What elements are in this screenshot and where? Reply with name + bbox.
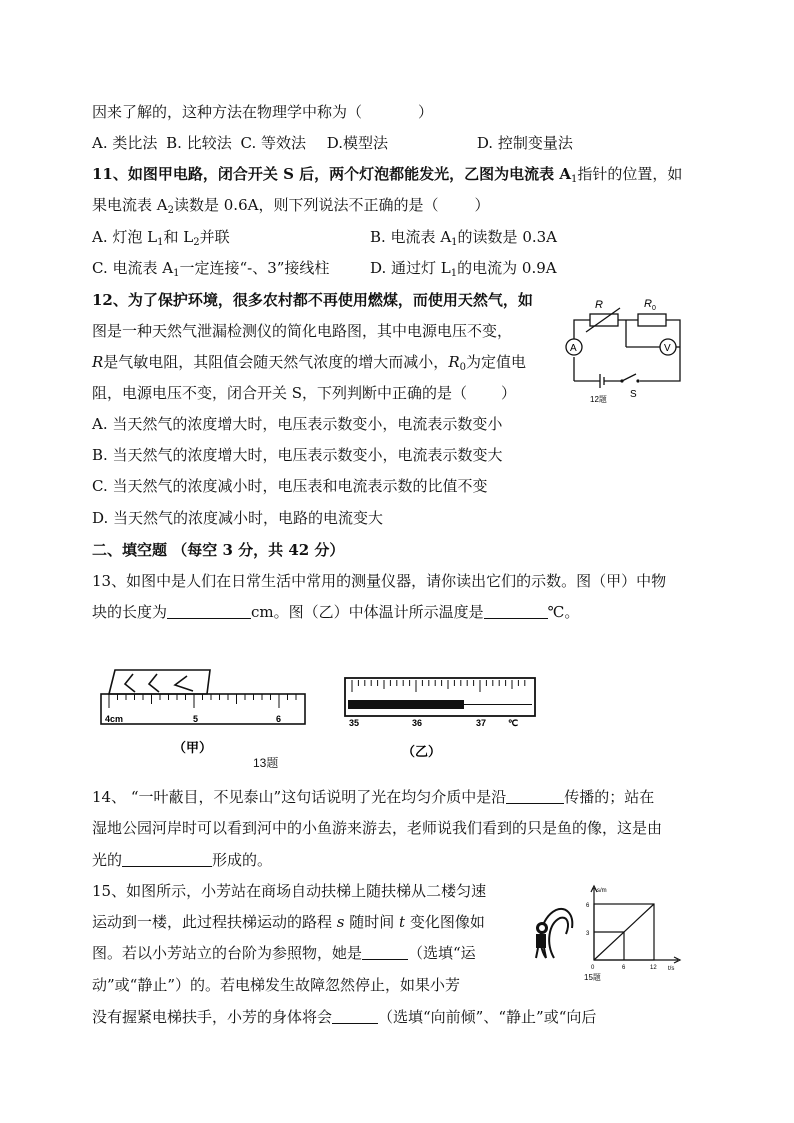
thermo-tick-unit: ℃ bbox=[508, 718, 519, 728]
q14-stem-line2: 湿地公园河岸时可以看到河中的小鱼游来游去，老师说我们看到的只是鱼的像，这是由 bbox=[92, 819, 663, 837]
q10-option-c: C. 等效法 bbox=[240, 134, 306, 152]
q12-fig-label-r0-sub: 0 bbox=[652, 305, 656, 312]
q15-blank-1 bbox=[362, 945, 408, 960]
q12-fig-switch-label: S bbox=[630, 389, 637, 400]
q13-stem-line1: 13、如图中是人们在日常生活中常用的测量仪器，请你读出它们的示数。图（甲）中物 bbox=[92, 572, 667, 590]
q13-fig-caption: 13题 bbox=[253, 756, 279, 770]
q13-blank-temperature bbox=[484, 604, 548, 619]
q13-ruler-figure bbox=[95, 660, 315, 765]
graph-ytick-6: 6 bbox=[586, 903, 590, 909]
q12-stem-line1: 12、为了保护环境，很多农村都不再使用燃煤，而使用天然气，如 bbox=[92, 291, 533, 309]
q12-fig-voltmeter: V bbox=[664, 343, 671, 354]
q12-option-a: A. 当天然气的浓度增大时，电压表示数变小，电流表示数变小 bbox=[92, 415, 503, 433]
q11-stem-line1: 11、如图甲电路，闭合开关 S 后，两个灯泡都能发光，乙图为电流表 $A_1$指针的位置，如 bbox=[92, 165, 683, 185]
q12-option-d: D. 当天然气的浓度减小时，电路的电流变大 bbox=[92, 509, 384, 527]
q11-option-d: D. 通过灯 $L_1$的电流为 0.9A bbox=[370, 259, 557, 279]
graph-caption: 15题 bbox=[584, 973, 601, 982]
q15-stem-line3: 图。若以小芳站立的台阶为参照物，她是 （选填“运 bbox=[92, 944, 476, 962]
q10-option-d: D.模型法 bbox=[326, 134, 389, 152]
q12-fig-label-r: R bbox=[595, 299, 603, 311]
q12-circuit-diagram bbox=[560, 290, 690, 405]
q10-stem-tail: 因来了解的，这种方法在物理学中称为（ ） bbox=[92, 103, 434, 121]
q12-stem-line2: 图是一种天然气泄漏检测仪的简化电路图，其中电源电压不变， bbox=[92, 322, 513, 340]
q11-stem-line2: 果电流表 $A_2$读数是 0.6A，则下列说法不正确的是（ ） bbox=[92, 196, 490, 216]
thermo-tick-35: 35 bbox=[349, 718, 360, 728]
q11-options-cd bbox=[92, 258, 557, 279]
q12-fig-caption: 12题 bbox=[590, 395, 607, 404]
thermo-tick-36: 36 bbox=[412, 718, 423, 728]
q10-option-a: A. 类比法 bbox=[92, 134, 158, 152]
q15-stem-line1: 15、如图所示，小芳站在商场自动扶梯上随扶梯从二楼匀速 bbox=[92, 882, 487, 900]
q11-option-b: B. 电流表 $A_1$的读数是 0.3A bbox=[370, 228, 558, 248]
q14-blank-1 bbox=[506, 789, 564, 804]
q15-stem-line5: 没有握紧电梯扶手，小芳的身体将会 （选填“向前倾”、“静止”或“向后 bbox=[92, 1008, 597, 1026]
q14-stem-line1: 14、 “一叶蔽目，不见泰山”这句话说明了光在均匀介质中是沿 传播的；站在 bbox=[92, 788, 655, 806]
ruler-caption: （甲） bbox=[173, 740, 213, 755]
q15-st-graph bbox=[582, 882, 682, 982]
q12-option-c: C. 当天然气的浓度减小时，电压表和电流表示数的比值不变 bbox=[92, 477, 488, 495]
escalator-illustration bbox=[526, 888, 586, 963]
q12-fig-label-r0: R bbox=[644, 298, 652, 310]
q11-option-c: C. 电流表 $A_1$一定连接“-、3”接线柱 bbox=[92, 259, 330, 279]
q15-stem-line2: 运动到一楼，此过程扶梯运动的路程 s 随时间 t 变化图像如 bbox=[92, 913, 485, 931]
q10-option-b: B. 比较法 bbox=[166, 134, 232, 152]
q13-thermometer-figure bbox=[340, 670, 540, 765]
q11-option-a: A. 灯泡 $L_1$和 $L_2$并联 bbox=[92, 228, 230, 248]
q14-stem-line3: 光的 形成的。 bbox=[92, 851, 273, 869]
section-title: 二、填空题 （每空 3 分，共 42 分） bbox=[92, 541, 345, 559]
q12-stem-line3: R是气敏电阻，其阻值会随天然气浓度的增大而减小，$R_0$为定值电 bbox=[92, 353, 526, 373]
q11-options-ab bbox=[92, 227, 558, 248]
thermo-tick-37: 37 bbox=[476, 718, 487, 728]
graph-xtick-6: 6 bbox=[622, 965, 626, 971]
ruler-tick-4cm: 4cm bbox=[105, 714, 124, 724]
graph-xlabel: t/s bbox=[668, 966, 675, 972]
graph-xtick-12: 12 bbox=[650, 965, 657, 971]
q12-fig-ammeter: A bbox=[570, 343, 577, 354]
q12-stem-line4: 阻，电源电压不变，闭合开关 S，下列判断中正确的是（ ） bbox=[92, 384, 517, 402]
ruler-tick-6: 6 bbox=[276, 714, 282, 724]
q14-blank-2 bbox=[122, 852, 212, 867]
q10-options bbox=[92, 133, 573, 153]
graph-ylabel: s/m bbox=[597, 888, 607, 894]
thermo-caption: （乙） bbox=[402, 744, 442, 759]
q12-option-b: B. 当天然气的浓度增大时，电压表示数变小，电流表示数变大 bbox=[92, 446, 503, 464]
q10-option-e: D. 控制变量法 bbox=[476, 134, 573, 152]
graph-xtick-0: 0 bbox=[591, 965, 595, 971]
q13-blank-length bbox=[167, 604, 251, 619]
q13-stem-line2: 块的长度为 cm。图（乙）中体温计所示温度是 ℃。 bbox=[92, 603, 580, 621]
graph-ytick-3: 3 bbox=[586, 931, 590, 937]
q15-blank-2 bbox=[332, 1009, 378, 1024]
ruler-tick-5: 5 bbox=[193, 714, 199, 724]
q15-stem-line4: 动”或“静止”）的。若电梯发生故障忽然停止，如果小芳 bbox=[92, 976, 461, 994]
